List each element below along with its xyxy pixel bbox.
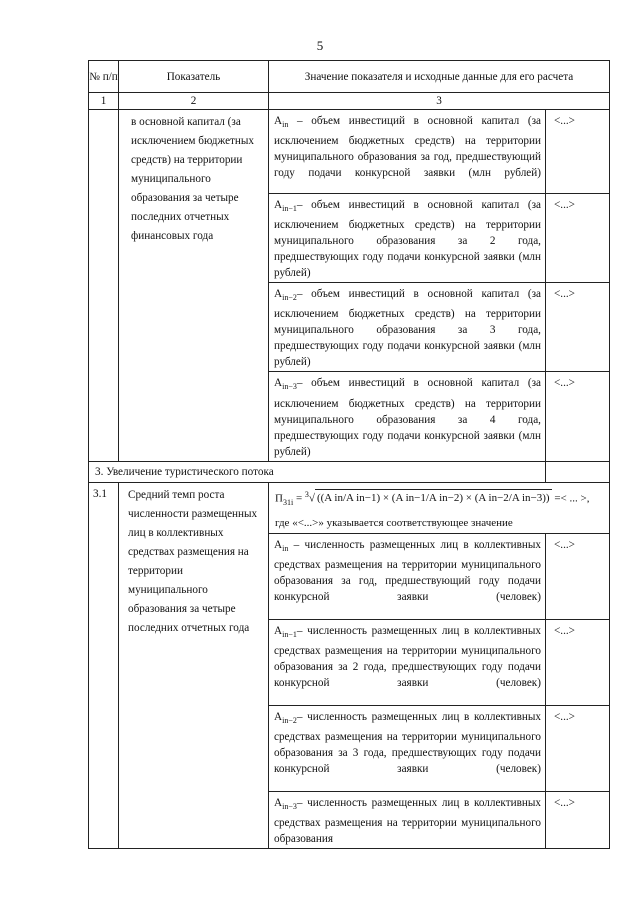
variable-description: $A_{in-3}-$ объем инвестиций в основной капитал (за исключением бюджетных средств) на территории муниципального образования за 4 года, предшествующих году подачи конкурсной заявки (млн рублей) — [269, 372, 546, 461]
indicator-label: Средний темп роста численности размещенных лиц в коллективных средствах размещения на территории муниципального образования за четыре последних отчетных года — [119, 482, 269, 848]
variable-description: $A_{in-1}-$ объем инвестиций в основной капитал (за исключением бюджетных средств) на территории муниципального образования за 2 года, предшествующих году подачи конкурсной заявки (млн рублей) — [269, 194, 546, 283]
section-empty-cell — [545, 461, 609, 482]
table-numbering-row — [89, 93, 610, 110]
value-placeholder: <...> — [545, 283, 609, 372]
value-placeholder: <...> — [545, 194, 609, 283]
header-value: Значение показателя и исходные данные для его расчета — [269, 61, 610, 93]
value-placeholder: <...> — [545, 533, 609, 619]
page-number: 5 — [316, 38, 324, 53]
formula-note: где «<...>» указывается соответствующее значение — [275, 516, 513, 529]
numbering-2: 2 — [119, 93, 269, 110]
value-placeholder: <...> — [545, 619, 609, 705]
table-header-row — [89, 61, 610, 93]
variable-description: $A_{in}$ – объем инвестиций в основной капитал (за исключением бюджетных средств) на территории муниципального образования за год, предшествующий году подачи конкурсной заявки (млн рублей) — [269, 110, 546, 194]
header-indicator: Показатель — [119, 61, 269, 93]
variable-description: $A_{in-2}-$ объем инвестиций в основной капитал (за исключением бюджетных средств) на территории муниципального образования за 3 года, предшествующих году подачи конкурсной заявки (млн рублей) — [269, 283, 546, 372]
indicator-table — [88, 60, 610, 849]
table-row — [89, 110, 610, 194]
row-number: 3.1 — [89, 482, 119, 848]
table-row — [89, 482, 610, 533]
numbering-3: 3 — [269, 93, 610, 110]
section-title: 3. Увеличение туристического потока — [89, 461, 546, 482]
variable-description: $A_{in-1}-$ численность размещенных лиц в коллективных средствах размещения на территории муниципального образования за 2 года, предшествующих году подачи конкурсной заявки (человек) — [269, 619, 546, 705]
variable-description: $A_{in}$ – численность размещенных лиц в коллективных средствах размещения на территории муниципального образования за год, предшествующий году подачи конкурсной заявки (человек) — [269, 533, 546, 619]
formula: $П_{31i} = ^3√$ ((A in/A in−1) × (A in−1/A in−2) × (A in−2/A in−3)) =< ... >, — [275, 489, 590, 507]
value-placeholder: <...> — [545, 372, 609, 461]
formula-cell — [269, 482, 610, 533]
indicator-label: в основной капитал (за исключением бюджетных средств) на территории муниципального образования за четыре последних отчетных финансовых года — [119, 110, 269, 462]
row-number-empty — [89, 110, 119, 462]
value-placeholder: <...> — [545, 110, 609, 194]
variable-description: $A_{in-2}-$ численность размещенных лиц в коллективных средствах размещения на территории муниципального образования за 3 года, предшествующих году подачи конкурсной заявки (человек) — [269, 705, 546, 791]
value-placeholder: <...> — [545, 791, 609, 848]
variable-description: $A_{in-3}-$ численность размещенных лиц в коллективных средствах размещения на территории муниципального образования — [269, 791, 546, 848]
header-number: № п/п — [89, 61, 119, 93]
numbering-1: 1 — [89, 93, 119, 110]
value-placeholder: <...> — [545, 705, 609, 791]
section-row — [89, 461, 610, 482]
